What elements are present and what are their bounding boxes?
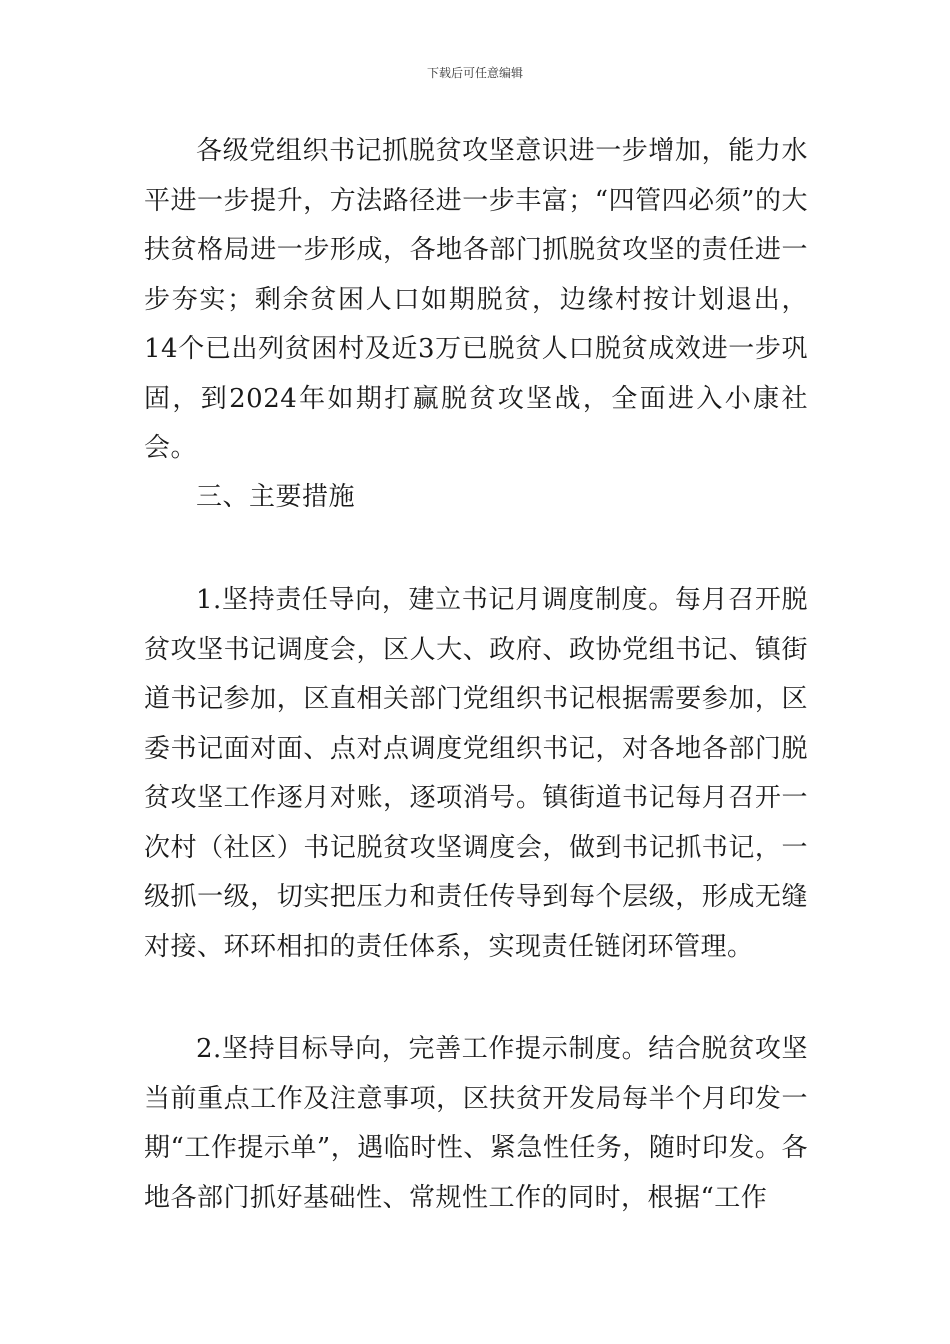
page-header-note: 下载后可任意编辑 — [426, 66, 523, 80]
paragraph-goals: 各级党组织书记抓脱贫攻坚意识进一步增加，能力水平进一步提升，方法路径进一步丰富；“四管四必须”的大扶贫格局进一步形成，各地各部门抓脱贫攻坚的责任进一步夯实；剩余贫困人口如期脱贫，边缘村按计划退出，14个已出列贫困村及近3万已脱贫人口脱贫成效进一步巩固，到2024年如期打赢脱贫攻坚战，全面进入小康社会。 — [144, 136, 808, 463]
section-heading: 三、主要措施 — [196, 482, 356, 512]
paragraph-measure-1: 1.坚持责任导向，建立书记月调度制度。每月召开脱贫攻坚书记调度会，区人大、政府、政协党组书记、镇街道书记参加，区直相关部门党组织书记根据需要参加，区委书记面对面、点对点调度党组织书记，对各地各部门脱贫攻坚工作逐月对账，逐项消号。镇街道书记每月召开一次村（社区）书记脱贫攻坚调度会，做到书记抓书记，一级抓一级，切实把压力和责任传导到每个层级，形成无缝对接、环环相扣的责任体系，实现责任链闭环管理。 — [144, 585, 808, 962]
paragraph-measure-2: 2.坚持目标导向，完善工作提示制度。结合脱贫攻坚当前重点工作及注意事项，区扶贫开发局每半个月印发一期“工作提示单”，遇临时性、紧急性任务，随时印发。各地各部门抓好基础性、常规性工作的同时，根据“工作 — [144, 1034, 808, 1213]
